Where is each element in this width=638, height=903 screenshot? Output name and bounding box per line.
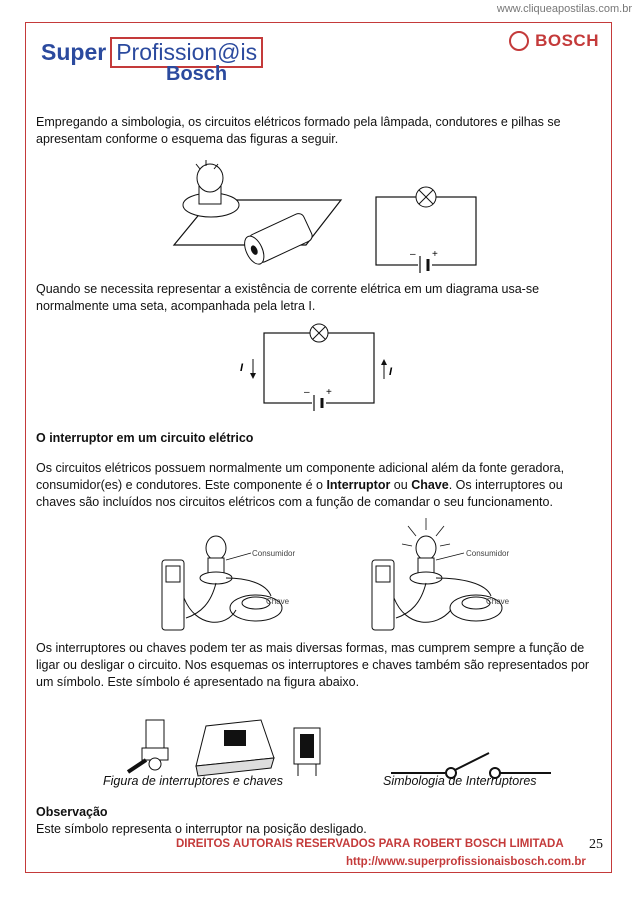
bosch-brand [509, 31, 599, 51]
para1: Empregando a simbologia, os circuitos elétricos formado pela lâmpada, condutores e pilhas se apresentam conforme o esquema das figuras a seguir. [36, 115, 561, 146]
caption-switch-symbol: Simbologia de Interruptores [383, 774, 537, 788]
header-url: www.cliqueapostilas.com.br [496, 3, 632, 15]
paragraph-corrente [36, 281, 596, 315]
lamp-battery-illustration [166, 160, 346, 275]
para4: Os interruptores ou chaves podem ter as mais diversas formas, mas cumprem sempre a função de ligar ou desligar o circuito. Nos esquemas os interruptores e chaves também são representados por um símbolo. Este símbolo é apresentado na figura abaixo. [36, 641, 590, 689]
para2: Quando se necessita representar a existência de corrente elétrica em um diagrama usa-se normalmente uma seta, acompanhada pela letra I. [36, 282, 540, 313]
battery-plus-1: + [432, 249, 438, 260]
obs-text: Este símbolo representa o interruptor na posição desligado. [36, 822, 367, 836]
current-label-right: I [389, 366, 393, 378]
battery-plus-2: + [326, 387, 332, 398]
paragraph-simbologia [36, 114, 596, 148]
bosch-wordmark: BOSCH [535, 31, 599, 50]
para3-a: Os circuitos elétricos possuem normalmente um componente adicional além da fonte geradora, consumidor(es) e condutores. Este componente é o [36, 461, 565, 492]
box-switch-drawing [196, 720, 274, 776]
heading-observacao: Observação [36, 805, 108, 819]
label-consumidor-1: Consumidor [252, 549, 296, 558]
battery-minus-2: – [304, 387, 310, 398]
switch-circuit-off-illustration [126, 518, 326, 638]
label-consumidor-2: Consumidor [466, 549, 510, 558]
paragraph-interruptor [36, 460, 596, 511]
switch-circuit-on-illustration [336, 508, 536, 638]
battery-minus-1: – [410, 249, 416, 260]
paragraph-observacao [36, 821, 596, 838]
footer-url[interactable]: http://www.superprofissionaisbosch.com.br [346, 856, 586, 868]
logo-profissionais: Profission@is [110, 37, 263, 68]
para3-chave: Chave [411, 478, 449, 492]
current-label-left: I [240, 362, 244, 374]
page-frame [25, 22, 612, 873]
page-number: 25 [589, 837, 603, 852]
circuit-schematic-current [240, 319, 394, 419]
logo-bosch: Bosch [166, 63, 228, 85]
para3-c: ou [390, 478, 412, 492]
para3-interruptor: Interruptor [326, 478, 391, 492]
super-profissionais-logo [41, 33, 271, 88]
circuit-schematic-1 [366, 173, 486, 273]
rocker-switch-drawing [294, 728, 320, 776]
footer-rights: DIREITOS AUTORAIS RESERVADOS PARA ROBERT BOSCH LIMITADA [176, 838, 564, 850]
toggle-switch-drawing [128, 720, 168, 772]
bosch-armature-icon [509, 31, 529, 51]
paragraph-interruptores [36, 640, 596, 691]
logo-super: Super [41, 39, 107, 65]
label-chave-2: Chave [486, 597, 510, 606]
heading-interruptor: O interruptor em um circuito elétrico [36, 431, 254, 445]
label-chave-1: Chave [266, 597, 290, 606]
para3-e: . Os interruptores ou chaves são incluídos nos circuitos elétricos com a função de comandar o seu funcionamento. [36, 478, 563, 509]
caption-switches-figure: Figura de interruptores e chaves [103, 774, 283, 788]
